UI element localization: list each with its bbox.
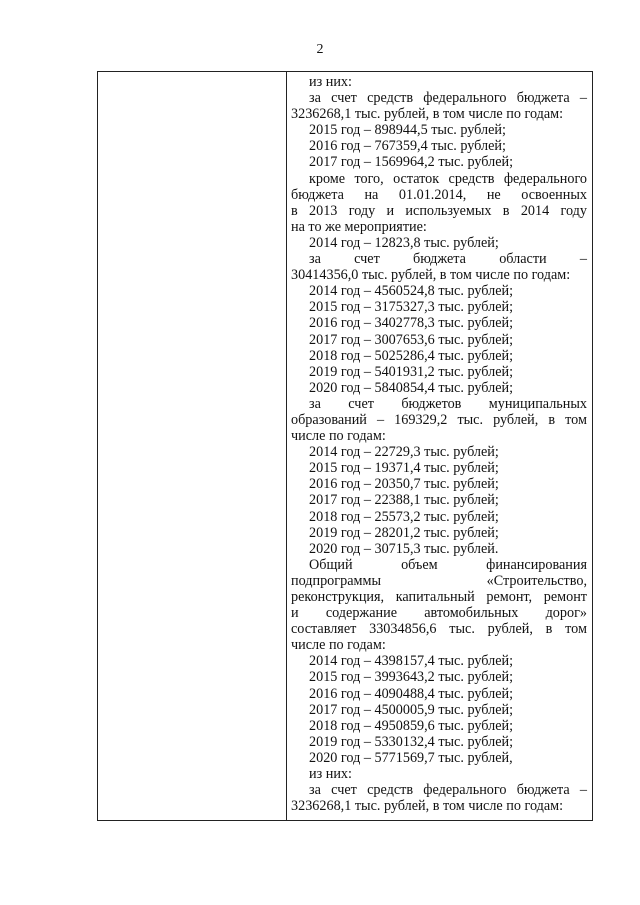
funding-text-cell bbox=[291, 74, 587, 814]
text-line: и содержание автомобильных дорог» bbox=[291, 605, 587, 622]
text-line: за счет средств федерального бюджета – bbox=[309, 782, 587, 799]
text-line: Общий объем финансирования bbox=[309, 556, 587, 573]
text-line: 2020 год – 5840854,4 тыс. рублей; bbox=[309, 379, 514, 396]
text-line: за счет средств федерального бюджета – bbox=[309, 90, 587, 107]
text-line: 2014 год – 4560524,8 тыс. рублей; bbox=[309, 283, 514, 300]
text-line: 2017 год – 1569964,2 тыс. рублей; bbox=[309, 154, 514, 171]
text-line: 30414356,0 тыс. рублей, в том числе по годам: bbox=[291, 267, 571, 284]
text-line: образований – 169329,2 тыс. рублей, в том bbox=[291, 411, 587, 428]
text-line: 2015 год – 19371,4 тыс. рублей; bbox=[309, 460, 499, 477]
text-line: в 2013 году и используемых в 2014 году bbox=[291, 202, 587, 219]
text-line: 2019 год – 28201,2 тыс. рублей; bbox=[309, 524, 499, 541]
text-line: 2014 год – 22729,3 тыс. рублей; bbox=[309, 444, 499, 461]
text-line: за счет бюджета области – bbox=[309, 251, 587, 268]
text-line: 2017 год – 3007653,6 тыс. рублей; bbox=[309, 331, 514, 348]
text-line: 2016 год – 767359,4 тыс. рублей; bbox=[309, 138, 506, 155]
text-line: числе по годам: bbox=[291, 428, 386, 445]
text-line: из них: bbox=[309, 74, 352, 90]
text-line: составляет 33034856,6 тыс. рублей, в том bbox=[291, 621, 587, 638]
text-line: 2015 год – 898944,5 тыс. рублей; bbox=[309, 122, 506, 139]
funding-table bbox=[97, 71, 593, 821]
text-line: 2017 год – 4500005,9 тыс. рублей; bbox=[309, 701, 514, 718]
page-number: 2 bbox=[316, 42, 324, 57]
text-line: 2019 год – 5401931,2 тыс. рублей; bbox=[309, 363, 514, 380]
text-line: 2019 год – 5330132,4 тыс. рублей; bbox=[309, 733, 514, 750]
text-line: 2015 год – 3993643,2 тыс. рублей; bbox=[309, 669, 514, 686]
column-divider bbox=[286, 72, 287, 820]
text-line: 2014 год – 12823,8 тыс. рублей; bbox=[309, 234, 499, 251]
text-line: 3236268,1 тыс. рублей, в том числе по годам: bbox=[291, 798, 564, 815]
text-line: бюджета на 01.01.2014, не освоенных bbox=[291, 186, 587, 203]
text-line: 2016 год – 20350,7 тыс. рублей; bbox=[309, 476, 499, 493]
text-line: 3236268,1 тыс. рублей, в том числе по годам: bbox=[291, 106, 564, 123]
text-line: числе по годам: bbox=[291, 637, 386, 654]
text-line: за счет бюджетов муниципальных bbox=[309, 395, 587, 412]
text-line: 2018 год – 25573,2 тыс. рублей; bbox=[309, 508, 499, 525]
text-line: подпрограммы «Строительство, bbox=[291, 572, 587, 589]
text-line: 2015 год – 3175327,3 тыс. рублей; bbox=[309, 299, 514, 316]
text-line: 2016 год – 3402778,3 тыс. рублей; bbox=[309, 315, 514, 332]
text-line: 2020 год – 30715,3 тыс. рублей. bbox=[309, 540, 499, 557]
text-line: 2014 год – 4398157,4 тыс. рублей; bbox=[309, 653, 514, 670]
text-line: 2018 год – 4950859,6 тыс. рублей; bbox=[309, 717, 514, 734]
text-line: 2016 год – 4090488,4 тыс. рублей; bbox=[309, 685, 514, 702]
text-line: реконструкция, капитальный ремонт, ремонт bbox=[291, 589, 587, 605]
text-line: 2020 год – 5771569,7 тыс. рублей, bbox=[309, 749, 513, 766]
text-line: 2017 год – 22388,1 тыс. рублей; bbox=[309, 492, 499, 509]
text-line: на то же мероприятие: bbox=[291, 218, 427, 235]
text-line: 2018 год – 5025286,4 тыс. рублей; bbox=[309, 347, 514, 364]
text-line: кроме того, остаток средств федерального bbox=[309, 170, 587, 187]
text-line: из них: bbox=[309, 766, 352, 783]
